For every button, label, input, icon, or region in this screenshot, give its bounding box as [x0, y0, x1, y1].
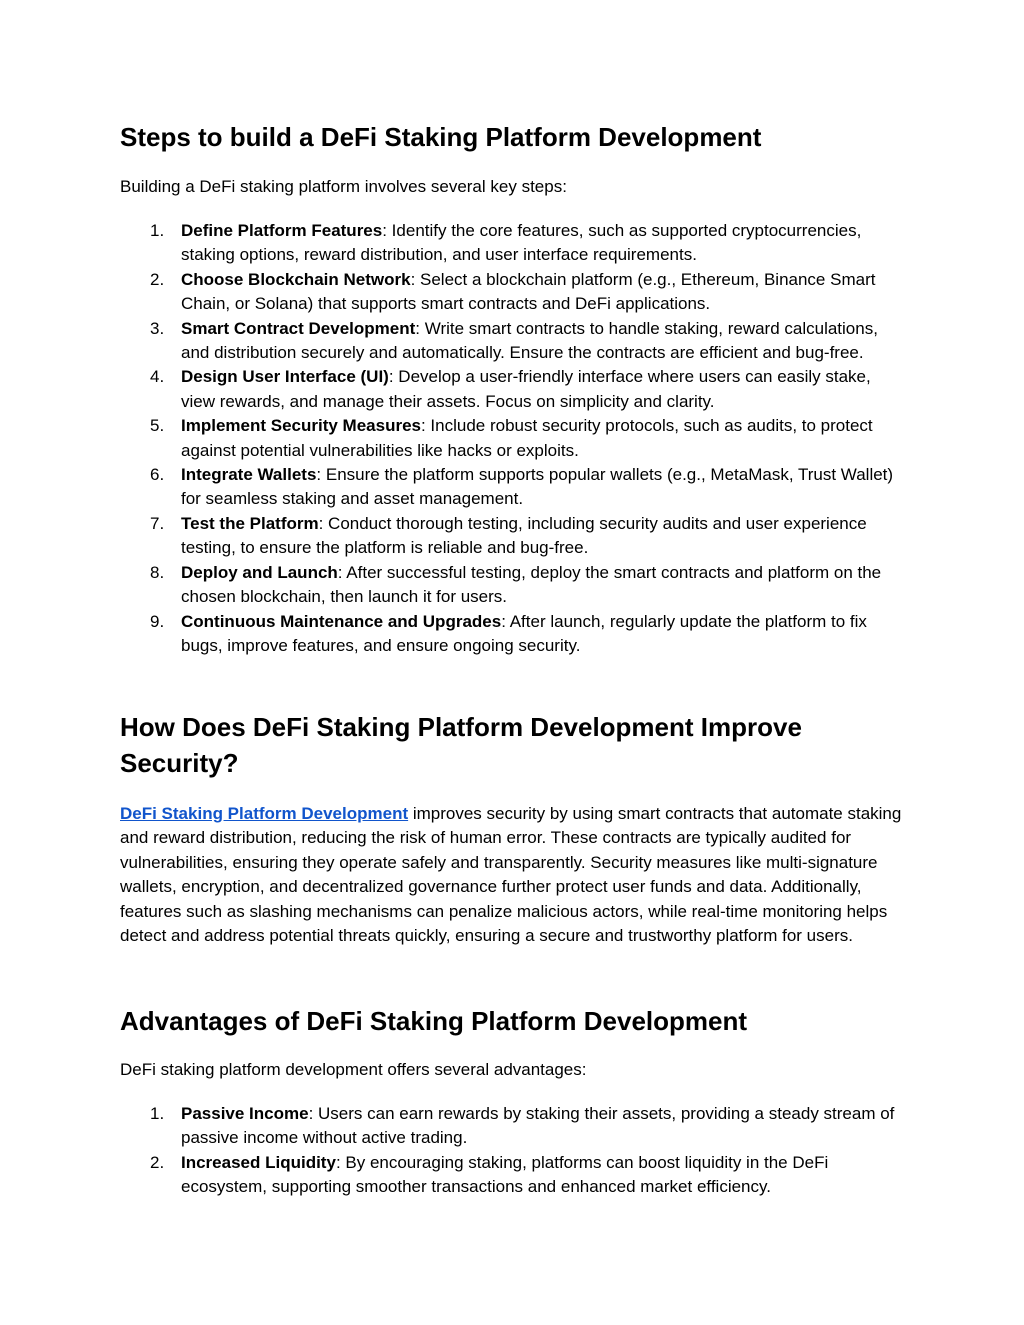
list-number: 7.: [150, 513, 165, 533]
list-item-text: : After launch, regularly update the platform to fix bugs, improve features, and ensure ongoing security.: [181, 611, 867, 655]
list-item-title: Implement Security Measures: [181, 416, 421, 436]
list-number: 1.: [150, 221, 165, 240]
security-paragraph: [120, 802, 906, 948]
list-item-text: : Select a blockchain platform (e.g., Ethereum, Binance Smart Chain, or Solana) that supports smart contracts and DeFi applications.: [181, 269, 876, 314]
security-body-text: improves security by using smart contracts that automate staking and reward distribution, reducing the risk of human error. These contracts are typically audited for vulnerabilities, ensuring they operate safely and transparently. Security measures like multi-signature wallets, encryption, and decentralized governance further protect user funds and data. Additionally, features such as slashing mechanisms can penalize malicious actors, while real-time monitoring helps detect and address potential threats quickly, ensuring a secure and trustworthy platform for users.: [120, 804, 902, 946]
list-item: [120, 512, 906, 561]
list-item: [120, 561, 906, 610]
list-item-text: : Develop a user-friendly interface where users can easily stake, view rewards, and manage their assets. Focus on simplicity and clarity.: [181, 367, 871, 411]
list-number: 2.: [150, 269, 165, 289]
list-number: 4.: [150, 367, 165, 387]
list-number: 9.: [150, 611, 165, 631]
list-item-text: : Users can earn rewards by staking their assets, providing a steady stream of passive income without active trading.: [181, 1104, 895, 1148]
advantages-list: [120, 1102, 906, 1200]
list-item: [120, 1151, 906, 1200]
list-item-text: : Identify the core features, such as supported cryptocurrencies, staking options, reward distribution, and user interface requirements.: [181, 221, 862, 265]
list-item-text: : Conduct thorough testing, including security audits and user experience testing, to ensure the platform is reliable and bug-free.: [181, 513, 867, 558]
advantages-intro: DeFi staking platform development offers several advantages:: [120, 1060, 587, 1079]
list-item-title: Choose Blockchain Network: [181, 269, 411, 289]
security-heading: How Does DeFi Staking Platform Development Improve Security?: [120, 712, 802, 778]
list-item: [120, 219, 906, 268]
list-item-title: Deploy and Launch: [181, 562, 338, 582]
list-item-text: : Ensure the platform supports popular wallets (e.g., MetaMask, Trust Wallet) for seamless staking and asset management.: [181, 465, 894, 509]
list-item: [120, 414, 906, 463]
list-item: [120, 317, 906, 366]
defi-staking-link[interactable]: DeFi Staking Platform Development: [120, 804, 409, 823]
steps-list: [120, 219, 906, 658]
advantages-heading: Advantages of DeFi Staking Platform Development: [120, 1006, 748, 1036]
list-number: 2.: [150, 1152, 165, 1172]
list-item-text: : By encouraging staking, platforms can boost liquidity in the DeFi ecosystem, supporting smoother transactions and enhanced market efficiency.: [181, 1152, 829, 1197]
list-number: 3.: [150, 318, 165, 338]
list-item-title: Increased Liquidity: [181, 1152, 336, 1172]
list-item: [120, 365, 906, 414]
list-number: 5.: [150, 416, 165, 436]
list-item-title: Continuous Maintenance and Upgrades: [181, 611, 502, 631]
list-item-title: Integrate Wallets: [181, 465, 317, 485]
list-item-text: : Include robust security protocols, such as audits, to protect against potential vulnerabilities like hacks or exploits.: [181, 416, 873, 460]
list-number: 8.: [150, 562, 165, 582]
list-item: [120, 463, 906, 512]
steps-intro: Building a DeFi staking platform involves several key steps:: [120, 177, 567, 196]
list-item-title: Smart Contract Development: [181, 318, 416, 338]
list-item-title: Passive Income: [181, 1104, 309, 1123]
list-item-text: : Write smart contracts to handle staking, reward calculations, and distribution securely and automatically. Ensure the contracts are efficient and bug-free.: [181, 318, 878, 363]
list-item-title: Define Platform Features: [181, 221, 383, 240]
list-item: [120, 268, 906, 317]
list-item-text: : After successful testing, deploy the smart contracts and platform on the chosen blockchain, then launch it for users.: [181, 562, 882, 607]
list-item: [120, 610, 906, 659]
list-item-title: Design User Interface (UI): [181, 367, 389, 387]
list-number: 6.: [150, 465, 165, 485]
steps-heading: Steps to build a DeFi Staking Platform Development: [120, 122, 762, 152]
list-number: 1.: [150, 1104, 165, 1123]
list-item: [120, 1102, 906, 1151]
list-item-title: Test the Platform: [181, 513, 319, 533]
